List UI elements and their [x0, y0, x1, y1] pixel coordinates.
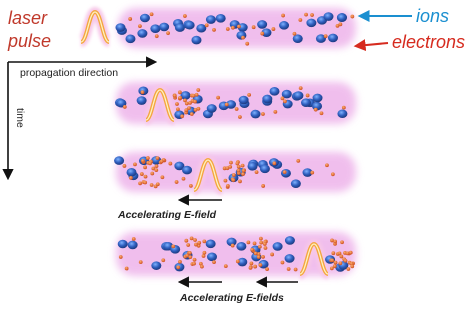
- electron-icon: [128, 17, 132, 21]
- electron-icon: [154, 168, 158, 172]
- ion-icon: [323, 12, 333, 21]
- electron-icon: [123, 164, 127, 168]
- ion-icon: [236, 242, 246, 251]
- electron-icon: [252, 25, 256, 29]
- electron-icon: [133, 162, 137, 166]
- electron-icon: [338, 22, 342, 26]
- electron-icon: [235, 107, 239, 111]
- ion-icon: [293, 91, 303, 100]
- electron-icon: [190, 112, 194, 116]
- electron-icon: [281, 96, 285, 100]
- electron-icon: [196, 88, 200, 92]
- propagation-label: propagation direction: [20, 67, 119, 79]
- ion-icon: [269, 87, 279, 96]
- ion-icon: [260, 165, 270, 174]
- electron-icon: [178, 260, 182, 264]
- ion-icon: [337, 109, 347, 118]
- electron-icon: [241, 172, 245, 176]
- electron-icon: [185, 102, 189, 106]
- ion-icon: [293, 34, 303, 43]
- electron-icon: [247, 93, 251, 97]
- electron-icon: [139, 260, 143, 264]
- electron-icon: [148, 161, 152, 165]
- electron-icon: [156, 182, 160, 186]
- electron-icon: [183, 14, 187, 18]
- electron-icon: [197, 241, 201, 245]
- ion-icon: [337, 13, 347, 22]
- electron-icon: [160, 175, 164, 179]
- ion-icon: [115, 23, 125, 32]
- electron-icon: [140, 172, 144, 176]
- electron-icon: [203, 251, 207, 255]
- electron-icon: [192, 262, 196, 266]
- electron-icon: [260, 32, 264, 36]
- electron-icon: [241, 36, 245, 40]
- electron-icon: [254, 252, 258, 256]
- electron-icon: [273, 110, 277, 114]
- electron-icon: [294, 268, 298, 272]
- electron-icon: [250, 248, 254, 252]
- electron-icon: [226, 27, 230, 31]
- ion-icon: [159, 23, 169, 32]
- electron-icon: [237, 169, 241, 173]
- electron-icon: [129, 176, 133, 180]
- electron-icon: [225, 103, 229, 107]
- electron-icon: [283, 170, 287, 174]
- ion-icon: [248, 162, 258, 171]
- electron-icon: [346, 267, 350, 271]
- electron-icon: [259, 263, 263, 267]
- ion-icon: [207, 253, 217, 262]
- electron-icon: [155, 164, 159, 168]
- electron-icon: [314, 108, 318, 112]
- electron-icon: [340, 240, 344, 244]
- electron-icon: [156, 156, 160, 160]
- ion-icon: [137, 96, 147, 105]
- electrons-arrow-icon: [356, 43, 388, 46]
- electron-icon: [166, 31, 170, 35]
- electron-icon: [141, 90, 145, 94]
- electron-icon: [180, 114, 184, 118]
- electron-icon: [192, 94, 196, 98]
- electron-icon: [176, 266, 180, 270]
- electron-icon: [333, 240, 337, 244]
- electron-icon: [263, 242, 267, 246]
- electron-icon: [125, 267, 129, 271]
- electron-icon: [272, 161, 276, 165]
- electron-icon: [257, 255, 261, 259]
- ion-icon: [285, 254, 295, 263]
- electron-icon: [259, 241, 263, 245]
- ion-icon: [151, 261, 161, 270]
- electron-icon: [184, 239, 188, 243]
- ion-icon: [279, 21, 289, 30]
- electron-icon: [333, 264, 337, 268]
- electron-icon: [229, 161, 233, 165]
- ion-icon: [301, 98, 311, 107]
- electron-icon: [258, 245, 262, 249]
- electron-icon: [331, 251, 335, 255]
- ion-icon: [191, 36, 201, 45]
- electron-icon: [205, 23, 209, 27]
- electron-icon: [238, 179, 242, 183]
- field-label-plural: Accelerating E-fields: [180, 292, 284, 304]
- electron-icon: [331, 172, 335, 176]
- ion-icon: [262, 95, 272, 104]
- electron-icon: [261, 255, 265, 259]
- electron-icon: [349, 251, 353, 255]
- electron-icon: [138, 181, 142, 185]
- electron-icon: [150, 12, 154, 16]
- electron-icon: [173, 94, 177, 98]
- electron-icon: [281, 14, 285, 18]
- electron-icon: [188, 101, 192, 105]
- ions-label: ions: [416, 6, 450, 26]
- electron-icon: [287, 267, 291, 271]
- electron-icon: [270, 253, 274, 257]
- electron-icon: [250, 262, 254, 266]
- electron-icon: [231, 178, 235, 182]
- electron-icon: [190, 236, 194, 240]
- electron-icon: [144, 175, 148, 179]
- electron-icon: [216, 96, 220, 100]
- ion-icon: [118, 240, 128, 249]
- electron-icon: [342, 106, 346, 110]
- ion-icon: [206, 15, 216, 24]
- electron-icon: [283, 100, 287, 104]
- laser-pulse-icon: [81, 12, 109, 42]
- electron-icon: [339, 261, 343, 265]
- electron-icon: [350, 265, 354, 269]
- electron-icon: [194, 243, 198, 247]
- electron-icon: [281, 261, 285, 265]
- electron-icon: [176, 107, 180, 111]
- electron-icon: [193, 238, 197, 242]
- electron-icon: [175, 180, 179, 184]
- electron-icon: [245, 42, 249, 46]
- electron-icon: [334, 261, 338, 265]
- electrons-label: electrons: [392, 32, 466, 52]
- electron-icon: [193, 258, 197, 262]
- electron-icon: [249, 266, 253, 270]
- ion-icon: [285, 236, 295, 245]
- electron-icon: [212, 260, 216, 264]
- electron-icon: [200, 265, 204, 269]
- electron-icon: [241, 164, 245, 168]
- electron-icon: [119, 255, 123, 259]
- ion-icon: [137, 29, 147, 38]
- electron-icon: [272, 27, 276, 31]
- electron-icon: [194, 108, 198, 112]
- ion-icon: [239, 96, 249, 105]
- electron-icon: [246, 240, 250, 244]
- electron-icon: [155, 34, 159, 38]
- electron-icon: [255, 170, 259, 174]
- ion-icon: [257, 20, 267, 29]
- electron-icon: [184, 108, 188, 112]
- electron-icon: [264, 246, 268, 250]
- electron-icon: [265, 267, 269, 271]
- electron-icon: [178, 96, 182, 100]
- electron-icon: [242, 169, 246, 173]
- time-label: time: [14, 108, 26, 128]
- electron-icon: [236, 259, 240, 263]
- electron-icon: [175, 102, 179, 106]
- ion-icon: [185, 21, 195, 30]
- electron-icon: [261, 112, 265, 116]
- electron-icon: [168, 162, 172, 166]
- electron-icon: [232, 173, 236, 177]
- ion-icon: [206, 240, 216, 249]
- ion-icon: [216, 14, 226, 23]
- electron-icon: [186, 243, 190, 247]
- electron-icon: [293, 32, 297, 36]
- electron-icon: [195, 93, 199, 97]
- electron-icon: [171, 244, 175, 248]
- ion-icon: [128, 241, 138, 250]
- ion-icon: [207, 104, 217, 113]
- electron-icon: [231, 26, 235, 30]
- electron-icon: [146, 156, 150, 160]
- electron-icon: [261, 184, 265, 188]
- electron-icon: [138, 24, 142, 28]
- electron-icon: [193, 100, 197, 104]
- electron-icon: [310, 171, 314, 175]
- pulse-label: pulse: [8, 31, 52, 51]
- electron-icon: [344, 259, 348, 263]
- electron-icon: [226, 184, 230, 188]
- electron-icon: [339, 255, 343, 259]
- electron-icon: [143, 181, 147, 185]
- electron-icon: [259, 237, 263, 241]
- electron-icon: [298, 18, 302, 22]
- electron-icon: [238, 115, 242, 119]
- ion-icon: [273, 242, 283, 251]
- electron-icon: [188, 251, 192, 255]
- ion-icon: [125, 35, 135, 44]
- electron-icon: [235, 162, 239, 166]
- plasma-glow-layer: [116, 8, 356, 276]
- electron-icon: [178, 90, 182, 94]
- electron-icon: [132, 237, 136, 241]
- ion-icon: [182, 166, 192, 175]
- electron-icon: [189, 184, 193, 188]
- electron-icon: [202, 239, 206, 243]
- electron-icon: [237, 165, 241, 169]
- electron-icon: [224, 179, 228, 183]
- electron-icon: [320, 111, 324, 115]
- electron-icon: [123, 105, 127, 109]
- field-label-single: Accelerating E-field: [118, 209, 217, 221]
- electron-icon: [224, 264, 228, 268]
- ion-icon: [140, 14, 150, 23]
- electron-icon: [306, 94, 310, 98]
- electron-icon: [150, 172, 154, 176]
- electron-icon: [182, 177, 186, 181]
- electron-icon: [231, 244, 235, 248]
- ion-icon: [328, 34, 338, 43]
- electron-icon: [212, 28, 216, 32]
- electron-icon: [150, 183, 154, 187]
- electron-icon: [228, 165, 232, 169]
- electron-icon: [310, 13, 314, 17]
- electron-icon: [346, 251, 350, 255]
- ion-icon: [306, 19, 316, 28]
- electron-icon: [304, 13, 308, 17]
- laser-label: laser: [8, 8, 48, 28]
- ion-icon: [114, 156, 124, 165]
- electron-icon: [253, 242, 257, 246]
- electron-icon: [325, 163, 329, 167]
- electron-icon: [188, 255, 192, 259]
- ion-icon: [291, 179, 301, 188]
- electron-icon: [350, 15, 354, 19]
- electron-icon: [324, 34, 328, 38]
- electron-icon: [296, 159, 300, 163]
- ion-icon: [251, 110, 261, 119]
- electron-icon: [143, 165, 147, 169]
- electron-icon: [237, 25, 241, 29]
- ion-icon: [150, 24, 160, 33]
- electron-icon: [161, 258, 165, 262]
- electron-icon: [299, 86, 303, 90]
- electron-icon: [253, 265, 257, 269]
- ion-icon: [127, 168, 137, 177]
- electron-icon: [141, 159, 145, 163]
- electron-icon: [160, 160, 164, 164]
- ion-icon: [313, 94, 323, 103]
- electron-icon: [330, 258, 334, 262]
